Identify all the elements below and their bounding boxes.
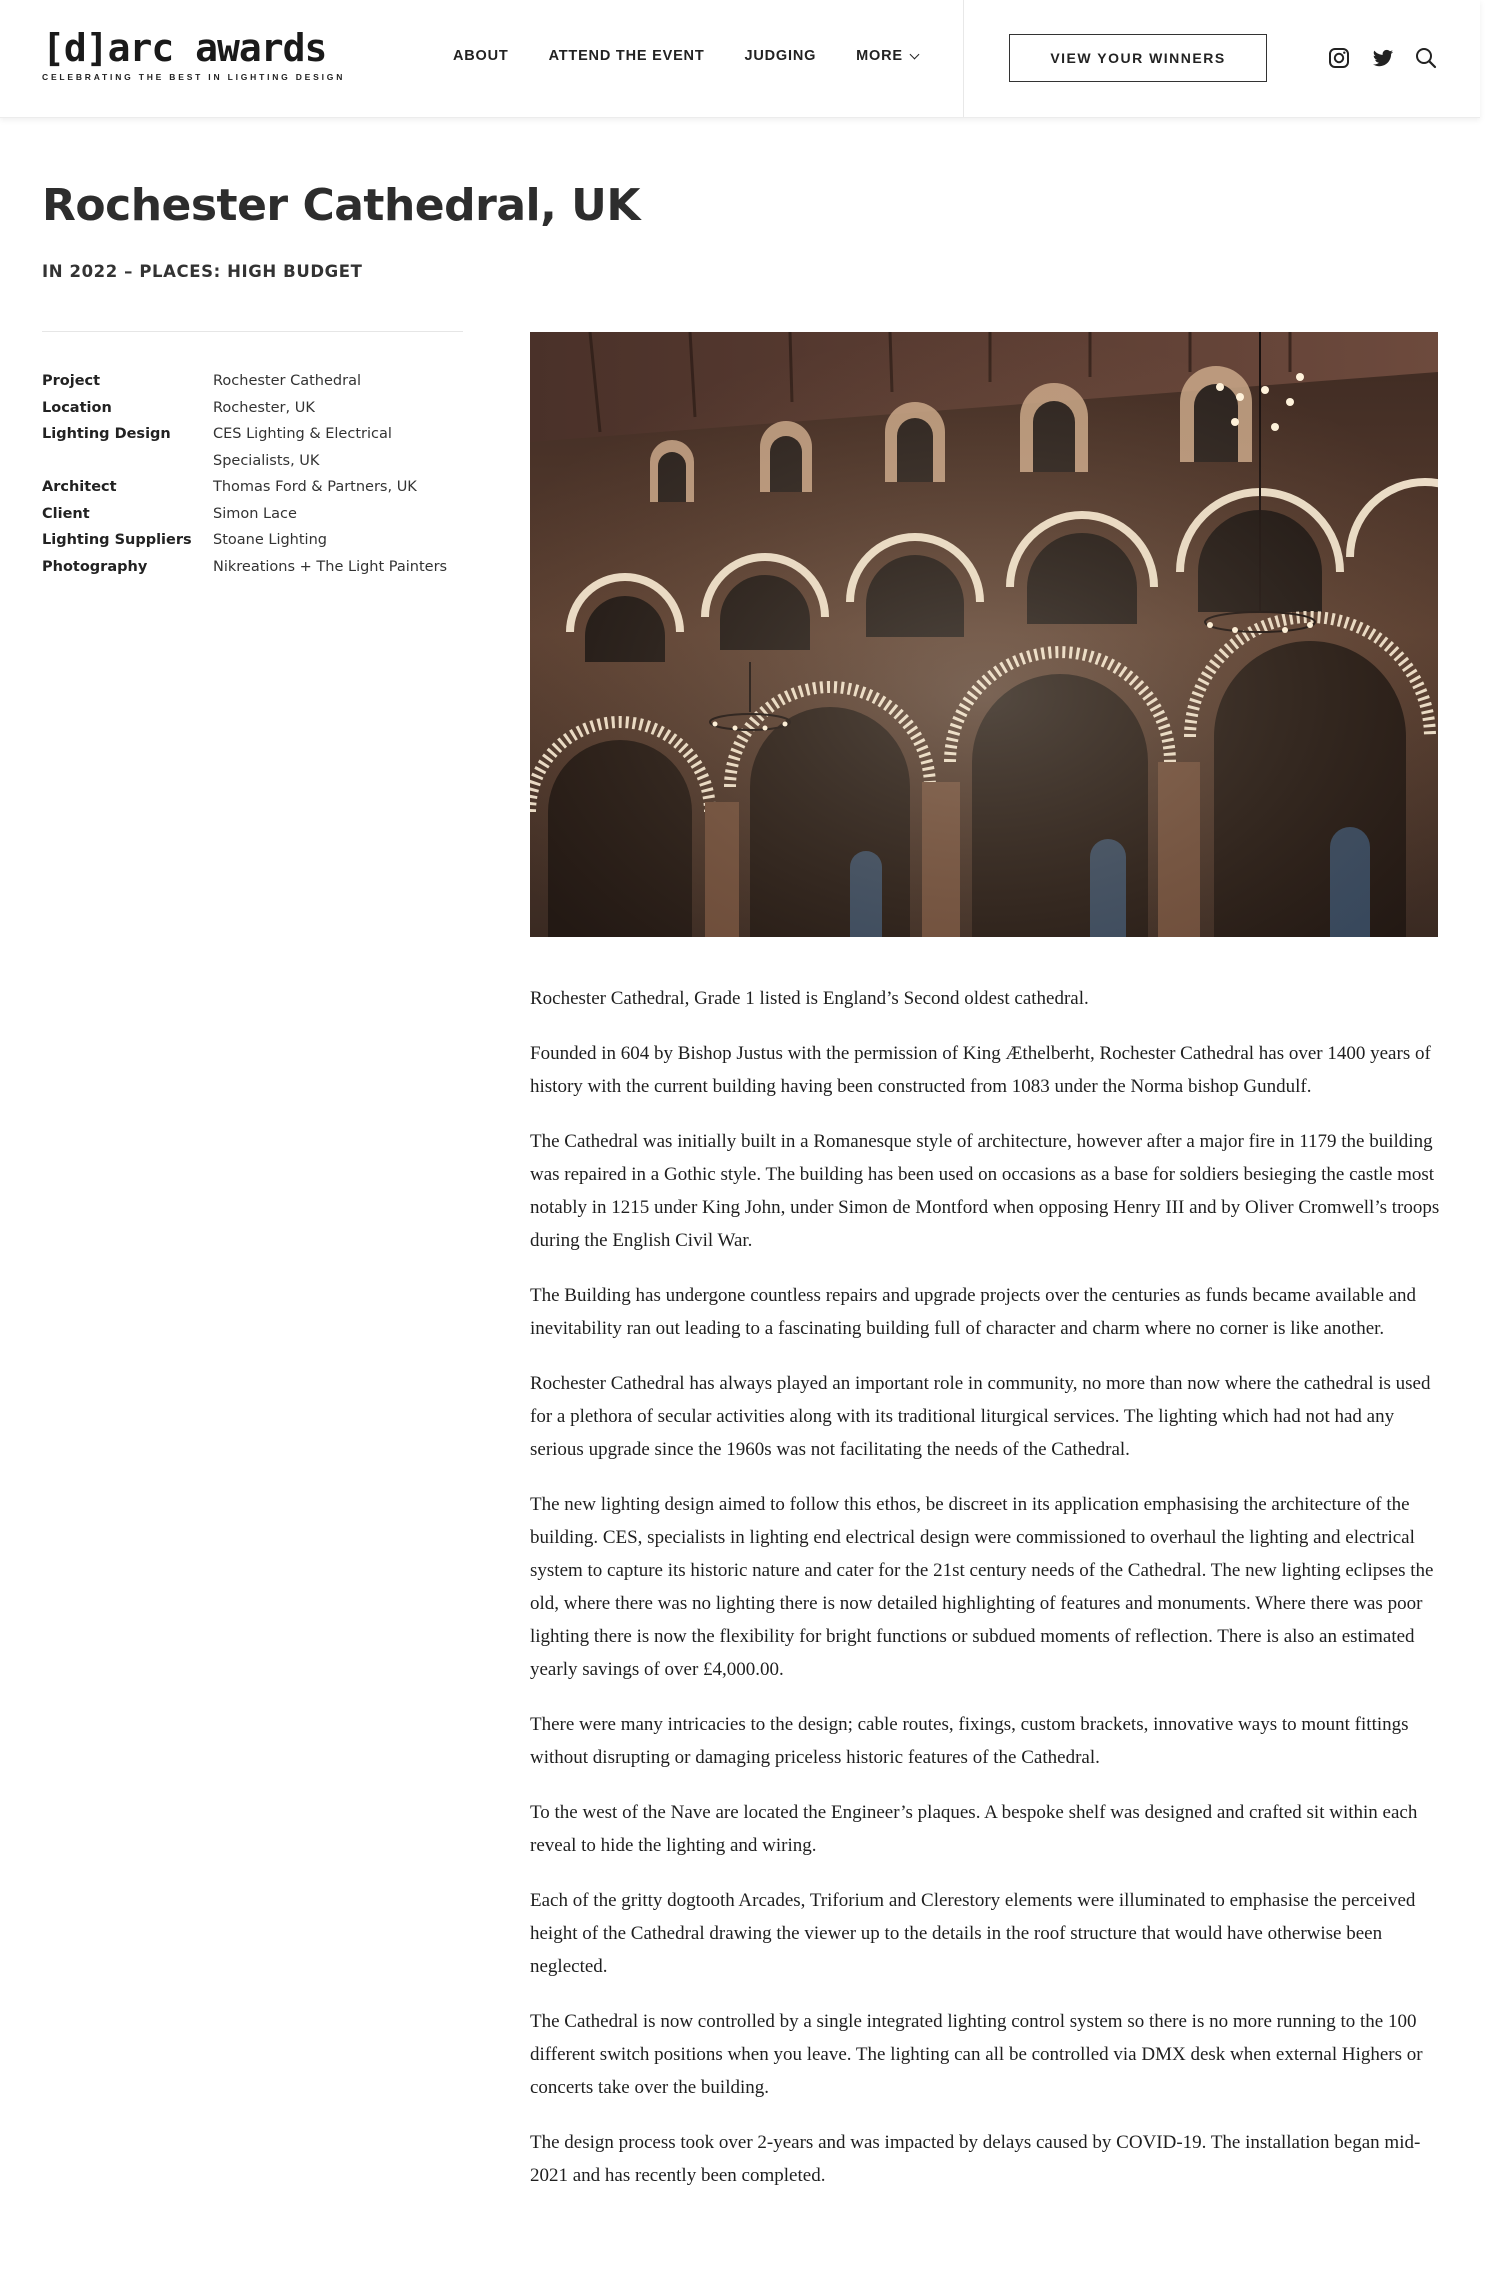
credit-label: Lighting Design [42,426,171,442]
article-paragraph: The Cathedral is now controlled by a single integrated lighting control system so there is no more running to the 100 different switch positions when you leave. The lighting can all be controlled via DMX desk when external Highers or concerts take over the building. [530,2011,1423,2098]
credit-value: Thomas Ford & Partners, UK [213,479,417,495]
search-icon[interactable] [1414,46,1438,70]
logo-tagline: CELEBRATING THE BEST IN LIGHTING DESIGN [42,72,346,82]
view-your-winners-button[interactable]: VIEW YOUR WINNERS [1009,34,1267,82]
credit-row-architect [42,474,467,501]
credit-row-lighting-design [42,421,467,474]
main-nav [453,48,918,64]
credit-row-project [42,368,467,395]
award-category: IN 2022 – PLACES: HIGH BUDGET [42,262,363,281]
credit-value: CES Lighting & Electrical Specialists, UK [213,426,392,469]
header-divider [963,0,964,117]
credit-value: Nikreations + The Light Painters [213,558,448,575]
credit-row-lighting-suppliers [42,527,467,554]
article-paragraph: Rochester Cathedral, Grade 1 listed is England’s Second oldest cathedral. [530,988,1089,1009]
nav-more[interactable] [856,48,918,64]
credit-row-client [42,501,467,528]
credit-label: Client [42,505,90,522]
chevron-down-icon [909,49,919,59]
nav-about[interactable]: ABOUT [453,48,509,64]
credit-label: Photography [42,558,148,575]
credit-row-location [42,395,467,422]
credit-row-photography [42,554,467,581]
article-paragraph: Each of the gritty dogtooth Arcades, Triforium and Clerestory elements were illuminated to emphasise the perceived height of the Cathedral drawing the viewer up to the details in the roof structure that would have otherwise been neglected. [530,1890,1416,1977]
article-paragraph: The new lighting design aimed to follow this ethos, be discreet in its application emphasising the architecture of the building. CES, specialists in lighting end electrical design were commissioned to overhaul the lighting and electrical system to capture its historic nature and cater for the 21st century needs of the Cathedral. The new lighting eclipses the old, where there was no lighting there is now detailed highlighting of features and monuments. Where there was poor lighting there is now the flexibility for bright functions or subdued moments of reflection. There is also an estimated yearly savings of over £4,000.00. [530,1494,1434,1680]
credit-value: Simon Lace [213,505,297,522]
site-header [0,0,1480,118]
sidebar-divider [42,331,463,332]
instagram-icon[interactable] [1327,46,1351,70]
project-description [530,982,1442,2214]
article-paragraph: Founded in 604 by Bishop Justus with the permission of King Æthelberht, Rochester Cathedral has over 1400 years of history with the current building having been constructed from 1083 under the Norma bishop Gundulf. [530,1043,1431,1097]
article-paragraph: There were many intricacies to the design; cable routes, fixings, custom brackets, innovative ways to mount fittings without disrupting or damaging priceless historic features of the Cathedral. [530,1714,1409,1768]
credit-value: Rochester Cathedral [213,373,361,389]
credit-label: Architect [42,479,117,495]
nav-more-label: MORE [856,48,903,64]
credit-label: Project [42,373,101,389]
credit-value: Rochester, UK [213,399,315,416]
nav-judging[interactable]: JUDGING [744,48,817,64]
logo-wordmark: [d]arc awards [42,26,327,70]
credit-value: Stoane Lighting [213,532,327,548]
twitter-icon[interactable] [1371,46,1395,70]
nav-attend-the-event[interactable]: ATTEND THE EVENT [548,48,705,64]
article-paragraph: The Cathedral was initially built in a Romanesque style of architecture, however after a major fire in 1179 the building was repaired in a Gothic style. The building has been used on occasions as a base for soldiers besieging the castle most notably in 1215 under King John, under Simon de Montford when opposing Henry III and by Oliver Cromwell’s troops during the English Civil War. [530,1131,1440,1251]
cathedral-photo [530,332,1438,937]
site-logo[interactable] [42,26,345,82]
credit-label: Location [42,399,112,416]
article-paragraph: The design process took over 2-years and was impacted by delays caused by COVID-19. The installation began mid-2021 and has recently been completed. [530,2132,1421,2186]
page-title: Rochester Cathedral, UK [42,180,640,231]
article-paragraph: The Building has undergone countless repairs and upgrade projects over the centuries as funds became available and inevitability ran out leading to a fascinating building full of character and charm where no corner is like another. [530,1285,1417,1339]
article-paragraph: Rochester Cathedral has always played an important role in community, no more than now where the cathedral is used for a plethora of secular activities along with its traditional liturgical services. The lighting which had not had any serious upgrade since the 1960s was not facilitating the needs of the Cathedral. [530,1373,1431,1460]
article-paragraph: To the west of the Nave are located the Engineer’s plaques. A bespoke shelf was designed and crafted sit within each reveal to hide the lighting and wiring. [530,1802,1418,1856]
project-credits [42,368,467,580]
credit-label: Lighting Suppliers [42,532,192,548]
